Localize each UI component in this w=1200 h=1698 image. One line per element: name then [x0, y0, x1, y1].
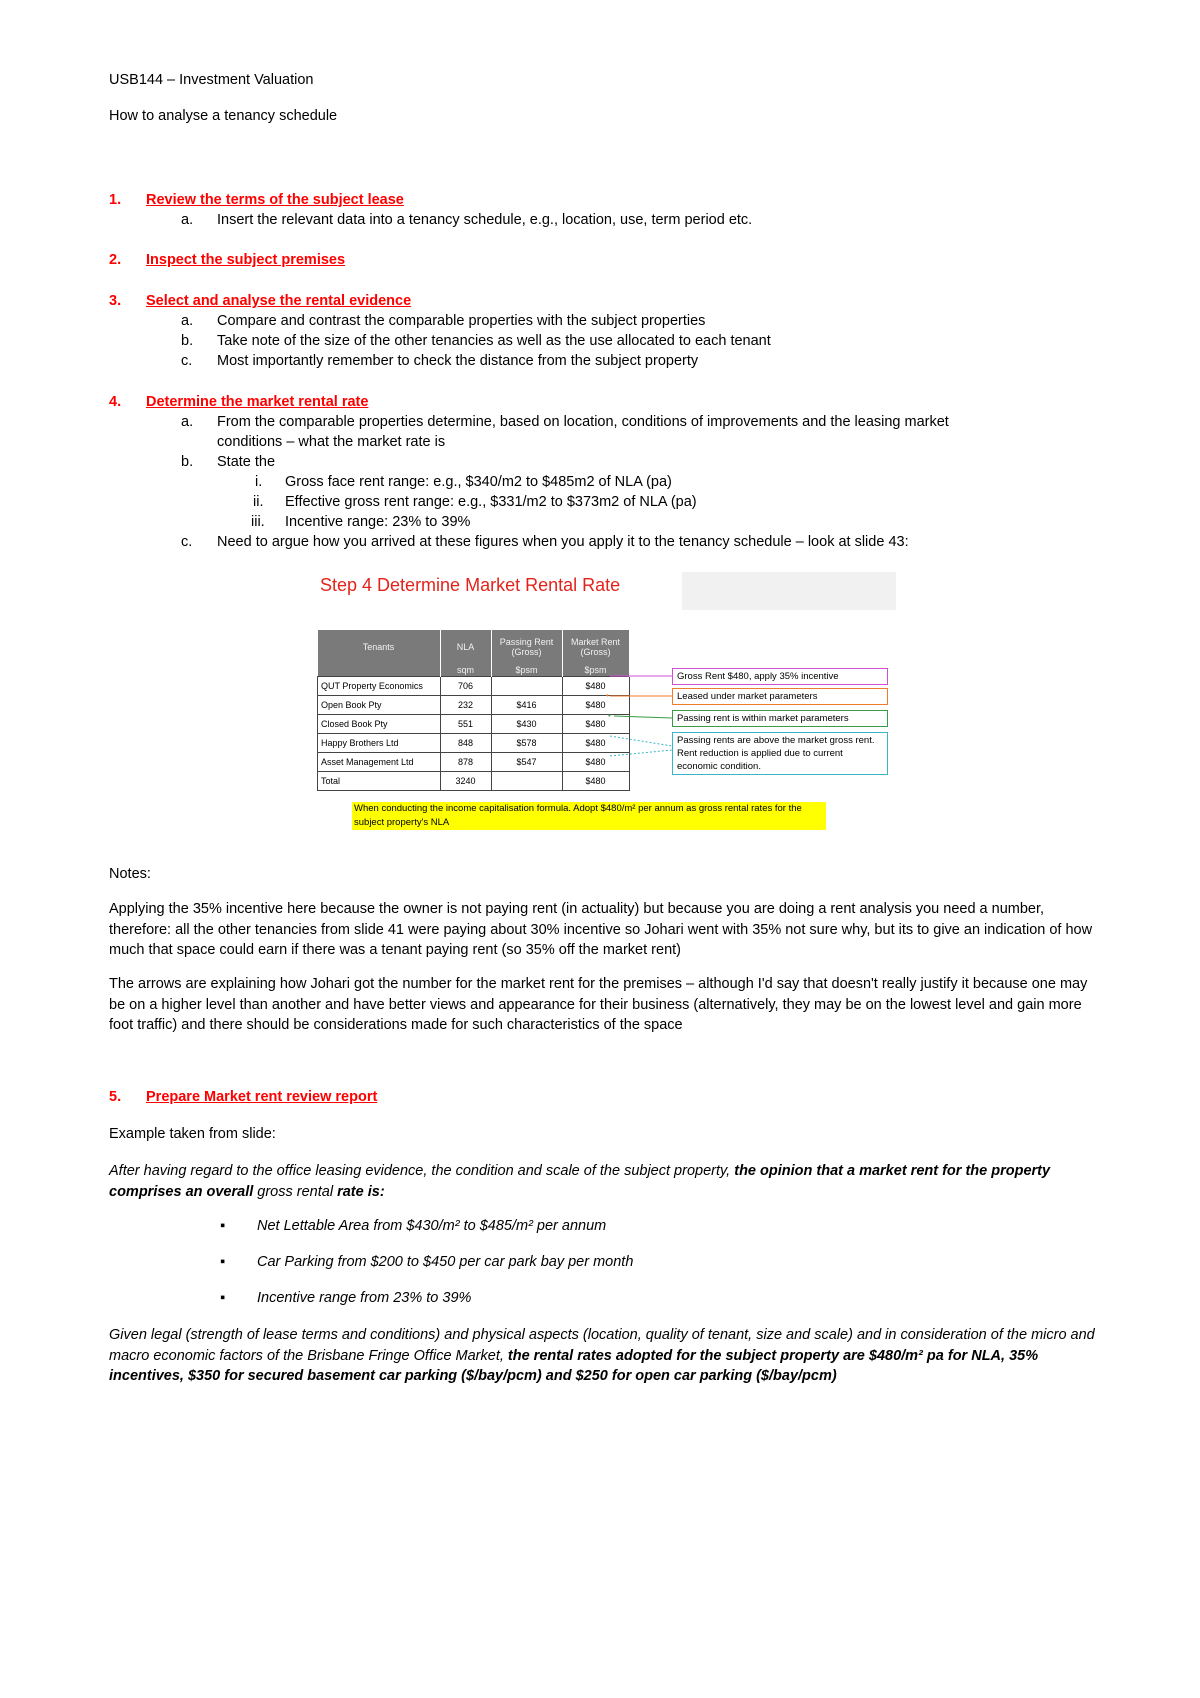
step5-heading: 5. Prepare Market rent review report	[109, 1089, 378, 1105]
tenant-nla: 3240	[440, 772, 491, 791]
tenant-nla: 848	[440, 734, 491, 753]
tenant-name: Closed Book Pty	[318, 715, 441, 734]
step4-sub-ii: Effective gross rent range: e.g., $331/m2 to $373m2 of NLA (pa)	[285, 494, 697, 510]
step3-item-a-marker: a.	[181, 313, 194, 329]
opinion-bold-1: the opinion that a market rent for the property comprises an overall	[109, 1163, 1051, 1200]
tenant-name: Open Book Pty	[318, 696, 441, 715]
tenant-name: Happy Brothers Ltd	[318, 734, 441, 753]
slide-title: Step 4 Determine Market Rental Rate	[320, 575, 621, 595]
col-header-passing-rent: Passing Rent (Gross)	[491, 630, 562, 664]
step3-heading: 3. Select and analyse the rental evidence	[109, 293, 412, 309]
tenant-passing-rent: $416	[491, 696, 562, 715]
opinion-mid: gross rental	[253, 1183, 338, 1200]
closing-italic: Given legal (strength of lease terms and conditions) and physical aspects (location, quality of tenant, size and scale) and in consideration of the micro and macro economic factors of the Brisbane Fringe Office Market,	[109, 1327, 1095, 1364]
bullet-marker: •	[606, 691, 609, 700]
unit-nla: sqm	[440, 664, 491, 677]
step3-item-c: Most importantly remember to check the distance from the subject property	[217, 353, 699, 369]
slide-highlight-note: When conducting the income capitalisation formula. Adopt $480/m² per annum as gross rental rates for the subject property's NLA	[352, 802, 826, 830]
step2-heading: 2. Inspect the subject premises	[109, 252, 346, 268]
tenant-market-rent: $480	[562, 715, 629, 734]
callout-above-market: Passing rents are above the market gross rent. Rent reduction is applied due to current economic condition.	[672, 732, 888, 775]
closing-bold: the rental rates adopted for the subject property are $480/m² pa for NLA, 35% incentives, $350 for secured basement car parking ($/bay/pcm) and $250 for open car parking ($/bay/pcm)	[109, 1347, 1039, 1384]
step4-heading: 4. Determine the market rental rate	[109, 394, 369, 410]
step4-item-c-marker: c.	[181, 534, 193, 550]
document-subtitle: How to analyse a tenancy schedule	[109, 108, 338, 124]
step4-title: Determine the market rental rate	[146, 394, 369, 410]
course-title: USB144 – Investment Valuation	[109, 72, 314, 88]
step3-item-b: Take note of the size of the other tenancies as well as the use allocated to each tenant	[217, 333, 771, 349]
step4-sub-i: Gross face rent range: e.g., $340/m2 to $485m2 of NLA (pa)	[285, 474, 672, 490]
col-header-tenants: Tenants	[318, 630, 441, 664]
notes-label: Notes:	[109, 866, 151, 882]
bullet-nla: Net Lettable Area from $430/m² to $485/m² per annum	[257, 1218, 607, 1234]
tenant-nla: 878	[440, 753, 491, 772]
step4-item-b: State the	[217, 454, 276, 470]
step3-item-c-marker: c.	[181, 353, 193, 369]
opinion-italic: After having regard to the office leasing evidence, the condition and scale of the subject property,	[109, 1163, 735, 1179]
step1-heading: 1. Review the terms of the subject lease	[109, 192, 404, 208]
unit-passing-rent: $psm	[491, 664, 562, 677]
step3-title: Select and analyse the rental evidence	[146, 293, 412, 309]
step4-item-a-marker: a.	[181, 414, 194, 430]
step1-title: Review the terms of the subject lease	[146, 192, 404, 208]
tenant-passing-rent: $547	[491, 753, 562, 772]
step1-item-a: Insert the relevant data into a tenancy schedule, e.g., location, use, term period etc.	[217, 212, 753, 228]
step4-sub-iii: Incentive range: 23% to 39%	[285, 514, 471, 530]
step4-item-a-line2: conditions – what the market rate is	[217, 434, 446, 450]
tenant-passing-rent: $430	[491, 715, 562, 734]
step4-item-b-marker: b.	[181, 454, 194, 470]
tenant-name: Total	[318, 772, 441, 791]
arrow-to-callout-4b	[610, 750, 672, 756]
callout-leased-under: Leased under market parameters	[672, 688, 888, 705]
tenant-nla: 706	[440, 677, 491, 696]
tenant-market-rent: $480	[562, 696, 629, 715]
notes-paragraph-1: Applying the 35% incentive here because the owner is not paying rent (in actuality) but because you are doing a rent analysis you need a number, therefore: all the other tenancies from slide 41 were paying about 30% incentive so Johari went with 35% not sure why, but its to give an indication of how much that space could earn if there was a tenant paying rent (so 35% off the market rent)	[109, 901, 1093, 958]
example-label: Example taken from slide:	[109, 1126, 276, 1142]
notes-paragraph-2: The arrows are explaining how Johari got the number for the market rent for the premises – although I'd say that doesn't really justify it because one may be on a higher level than another and have better views and appearance for their business (alternatively, they may be on the lowest level and gain more foot traffic) and there should be considerations made for such characteristics of the space	[109, 976, 1088, 1033]
tenant-nla: 232	[440, 696, 491, 715]
step4-sub-ii-marker: ii.	[253, 494, 264, 510]
tenant-nla: 551	[440, 715, 491, 734]
step4-item-a-line1: From the comparable properties determine, based on location, conditions of improvements and the leasing market	[217, 414, 949, 430]
tenant-passing-rent: $578	[491, 734, 562, 753]
step4-item-c: Need to argue how you arrived at these figures when you apply it to the tenancy schedule – look at slide 43:	[217, 534, 909, 550]
slide-43-image	[312, 570, 898, 835]
bullet-incentive: Incentive range from 23% to 39%	[257, 1290, 472, 1306]
bullet-icon: ▪	[220, 1254, 226, 1270]
tenant-name: Asset Management Ltd	[318, 753, 441, 772]
step5-title: Prepare Market rent review report	[146, 1089, 378, 1105]
bullet-icon: ▪	[220, 1218, 226, 1234]
tenant-market-rent: $480	[562, 677, 629, 696]
arrow-to-callout-3	[614, 716, 672, 718]
tenant-market-rent: $480	[562, 734, 629, 753]
bullet-car-parking: Car Parking from $200 to $450 per car park bay per month	[257, 1254, 634, 1270]
report-opinion-paragraph	[109, 1161, 1099, 1202]
step2-title: Inspect the subject premises	[146, 252, 346, 268]
tenant-name: QUT Property Economics	[318, 677, 441, 696]
bullet-icon: ▪	[220, 1290, 226, 1306]
report-closing-paragraph	[109, 1325, 1101, 1387]
tenant-market-rent: $480	[562, 753, 629, 772]
unit-market-rent: $psm	[562, 664, 629, 677]
bullet-marker: •	[608, 711, 611, 720]
callout-gross-rent: Gross Rent $480, apply 35% incentive	[672, 668, 888, 685]
arrow-to-callout-4a	[610, 736, 672, 746]
step3-item-a: Compare and contrast the comparable properties with the subject properties	[217, 313, 706, 329]
callout-within-market: Passing rent is within market parameters	[672, 710, 888, 727]
step3-item-b-marker: b.	[181, 333, 194, 349]
col-header-market-rent: Market Rent (Gross)	[562, 630, 629, 664]
step4-sub-iii-marker: iii.	[251, 514, 265, 530]
opinion-bold-2: rate is:	[337, 1183, 385, 1200]
step1-item-a-marker: a.	[181, 212, 194, 228]
tenant-market-rent: $480	[562, 772, 629, 791]
step4-sub-i-marker: i.	[255, 474, 263, 490]
col-header-nla: NLA	[440, 630, 491, 664]
